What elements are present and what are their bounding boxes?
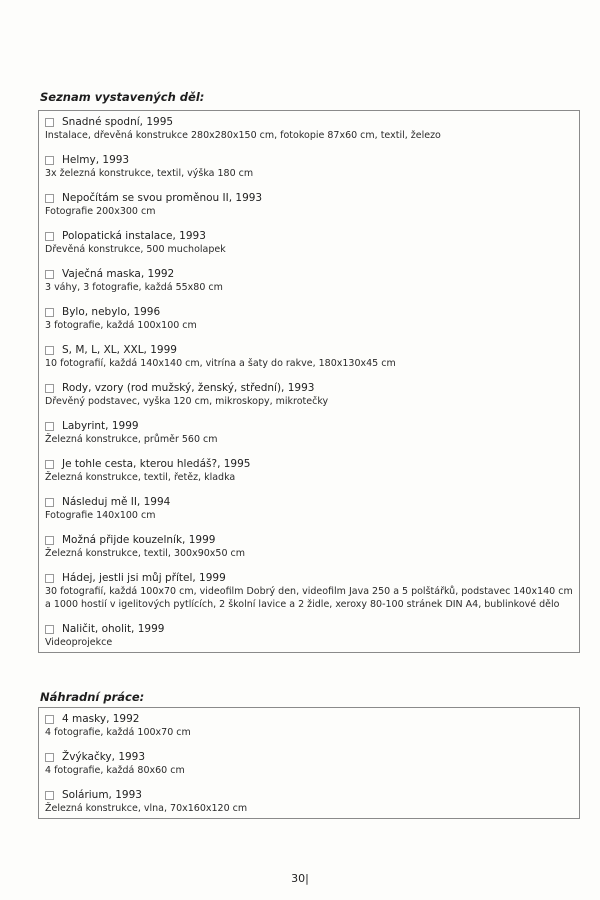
item-title-row bbox=[45, 267, 573, 281]
item-title-row bbox=[45, 153, 573, 167]
item-title: Polopatická instalace, 1993 bbox=[62, 230, 206, 242]
exhibited-works-heading: Seznam vystavených děl: bbox=[40, 90, 205, 104]
item-description: Instalace, dřevěná konstrukce 280x280x150 cm, fotokopie 87x60 cm, textil, železo bbox=[45, 130, 441, 141]
item-title: Rody, vzory (rod mužský, ženský, střední), 1993 bbox=[62, 382, 315, 394]
item-title-row bbox=[45, 788, 573, 802]
item-description: Železná konstrukce, průměr 560 cm bbox=[45, 434, 218, 445]
list-item bbox=[45, 191, 573, 218]
item-title: Možná přijde kouzelník, 1999 bbox=[62, 534, 216, 546]
checkbox-icon bbox=[45, 270, 54, 279]
checkbox-icon bbox=[45, 715, 54, 724]
item-title: 4 masky, 1992 bbox=[62, 713, 140, 725]
item-title: Nepočítám se svou proměnou II, 1993 bbox=[62, 192, 263, 204]
list-item bbox=[45, 267, 573, 294]
list-item bbox=[45, 115, 573, 142]
checkbox-icon bbox=[45, 156, 54, 165]
list-item bbox=[45, 153, 573, 180]
item-title-row bbox=[45, 419, 573, 433]
checkbox-icon bbox=[45, 791, 54, 800]
item-title-row bbox=[45, 115, 573, 129]
item-description: 10 fotografií, každá 140x140 cm, vitrína a šaty do rakve, 180x130x45 cm bbox=[45, 358, 396, 369]
checkbox-icon bbox=[45, 194, 54, 203]
item-description: Dřevěná konstrukce, 500 mucholapek bbox=[45, 244, 226, 255]
item-title-row bbox=[45, 495, 573, 509]
item-description: 3 váhy, 3 fotografie, každá 55x80 cm bbox=[45, 282, 223, 293]
list-item bbox=[45, 229, 573, 256]
list-item bbox=[45, 381, 573, 408]
item-title-row bbox=[45, 622, 573, 636]
item-title: Bylo, nebylo, 1996 bbox=[62, 306, 161, 318]
list-item bbox=[45, 343, 573, 370]
list-item bbox=[45, 305, 573, 332]
item-description: Železná konstrukce, textil, 300x90x50 cm bbox=[45, 548, 246, 559]
checkbox-icon bbox=[45, 232, 54, 241]
item-title: S, M, L, XL, XXL, 1999 bbox=[62, 344, 177, 356]
list-item bbox=[45, 712, 573, 739]
item-title: Žvýkačky, 1993 bbox=[62, 751, 146, 763]
item-title-row bbox=[45, 381, 573, 395]
item-title: Vaječná maska, 1992 bbox=[62, 268, 175, 280]
item-title: Naličit, oholit, 1999 bbox=[62, 623, 165, 635]
item-title-row bbox=[45, 229, 573, 243]
checkbox-icon bbox=[45, 574, 54, 583]
list-item bbox=[45, 533, 573, 560]
checkbox-icon bbox=[45, 346, 54, 355]
list-item bbox=[45, 457, 573, 484]
item-title: Helmy, 1993 bbox=[62, 154, 130, 166]
item-description: Dřevěný podstavec, vyška 120 cm, mikroskopy, mikrotečky bbox=[45, 396, 329, 407]
item-title: Labyrint, 1999 bbox=[62, 420, 139, 432]
replacement-works-list bbox=[38, 707, 580, 819]
item-title-row bbox=[45, 191, 573, 205]
checkbox-icon bbox=[45, 536, 54, 545]
item-title-row bbox=[45, 712, 573, 726]
item-title: Snadné spodní, 1995 bbox=[62, 116, 174, 128]
exhibited-works-list bbox=[38, 110, 580, 653]
item-description: Fotografie 200x300 cm bbox=[45, 206, 156, 217]
list-item bbox=[45, 571, 573, 611]
item-title-row bbox=[45, 533, 573, 547]
item-title: Solárium, 1993 bbox=[62, 789, 142, 801]
item-description: Videoprojekce bbox=[45, 637, 113, 648]
list-item bbox=[45, 419, 573, 446]
checkbox-icon bbox=[45, 308, 54, 317]
item-description: Železná konstrukce, vlna, 70x160x120 cm bbox=[45, 803, 248, 814]
item-description: 30 fotografií, každá 100x70 cm, videofilm Dobrý den, videofilm Java 250 a 5 polštářků, podstavec 140x140 cm a 1000 hostií v igelitových pytlících, 2 školní lavice a 2 židle, xeroxy 80-100 stránek DIN A4, bublinkové dělo bbox=[45, 586, 573, 610]
checkbox-icon bbox=[45, 753, 54, 762]
item-title-row bbox=[45, 571, 573, 585]
list-item bbox=[45, 750, 573, 777]
checkbox-icon bbox=[45, 625, 54, 634]
list-item bbox=[45, 788, 573, 815]
checkbox-icon bbox=[45, 118, 54, 127]
item-description: Železná konstrukce, textil, řetěz, kladka bbox=[45, 472, 236, 483]
item-description: Fotografie 140x100 cm bbox=[45, 510, 156, 521]
item-description: 3 fotografie, každá 100x100 cm bbox=[45, 320, 197, 331]
item-title: Následuj mě II, 1994 bbox=[62, 496, 171, 508]
item-title-row bbox=[45, 305, 573, 319]
item-description: 4 fotografie, každá 100x70 cm bbox=[45, 727, 191, 738]
checkbox-icon bbox=[45, 460, 54, 469]
page-number: 30| bbox=[291, 872, 309, 885]
item-title-row bbox=[45, 750, 573, 764]
list-item bbox=[45, 495, 573, 522]
checkbox-icon bbox=[45, 498, 54, 507]
checkbox-icon bbox=[45, 422, 54, 431]
item-title-row bbox=[45, 457, 573, 471]
checkbox-icon bbox=[45, 384, 54, 393]
item-title-row bbox=[45, 343, 573, 357]
item-description: 4 fotografie, každá 80x60 cm bbox=[45, 765, 185, 776]
item-title: Hádej, jestli jsi můj přítel, 1999 bbox=[62, 572, 226, 584]
item-title: Je tohle cesta, kterou hledáš?, 1995 bbox=[62, 458, 251, 470]
replacement-works-heading: Náhradní práce: bbox=[40, 690, 145, 704]
list-item bbox=[45, 622, 573, 649]
item-description: 3x železná konstrukce, textil, výška 180 cm bbox=[45, 168, 254, 179]
